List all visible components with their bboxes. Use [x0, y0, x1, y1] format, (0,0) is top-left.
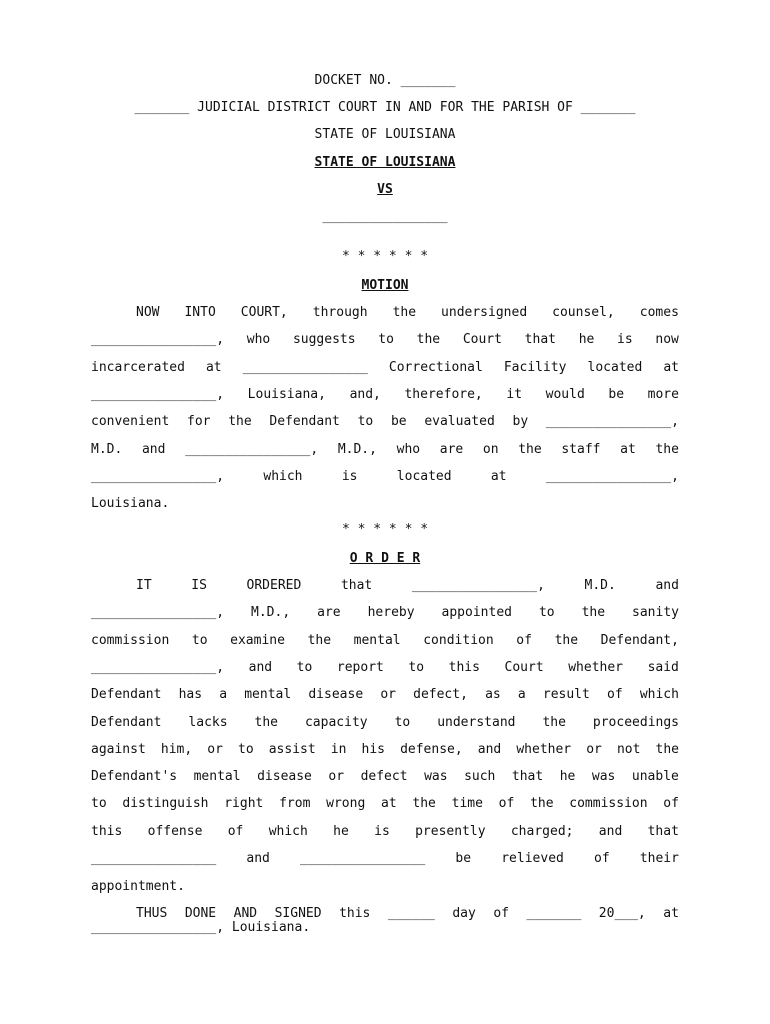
word: at — [490, 468, 507, 484]
order-heading: O R D E R — [349, 551, 421, 566]
text-line — [91, 469, 679, 484]
word: Louisiana, — [247, 386, 326, 402]
word: the — [307, 632, 332, 648]
word: mental — [353, 632, 401, 648]
word: presently — [415, 823, 486, 839]
word: be — [390, 414, 407, 430]
word: Court — [504, 659, 544, 675]
word: is — [341, 468, 358, 484]
word: the — [581, 605, 606, 621]
word: of — [227, 823, 244, 839]
word: Defendant — [91, 714, 162, 730]
word: SIGNED — [274, 906, 322, 921]
word: that — [511, 769, 544, 785]
motion-heading: MOTION — [361, 278, 409, 293]
word: and — [248, 659, 273, 675]
word: to — [238, 741, 254, 757]
word: that — [647, 823, 679, 839]
word: located — [587, 359, 643, 375]
word: the — [655, 441, 679, 457]
plaintiff-name: STATE OF LOUISIANA — [314, 155, 456, 170]
word: who — [396, 441, 421, 457]
word: Correctional — [388, 359, 483, 375]
word: of — [516, 632, 532, 648]
word: against — [91, 741, 146, 757]
text-line — [91, 715, 679, 730]
word: and — [655, 578, 679, 593]
word: hereby — [367, 605, 415, 621]
text-line — [91, 824, 679, 839]
word: was — [591, 769, 616, 785]
text-line — [91, 605, 679, 620]
motion-last-line: Louisiana. — [91, 496, 170, 511]
text-line — [91, 332, 679, 347]
word: through — [312, 305, 368, 320]
word: a — [517, 687, 526, 703]
word: ________________, — [91, 468, 225, 484]
word: the — [254, 714, 279, 730]
text-line — [136, 305, 679, 320]
word: disease — [257, 769, 312, 785]
word: who — [246, 332, 271, 348]
word: result — [542, 687, 590, 703]
word: the — [228, 414, 252, 430]
word: is — [617, 332, 633, 348]
text-line — [136, 906, 679, 921]
word: the — [412, 796, 436, 812]
word: are — [317, 605, 341, 621]
word: condition — [423, 632, 494, 648]
word: to — [538, 605, 555, 621]
word: this — [91, 823, 123, 839]
word: Defendant — [269, 414, 340, 430]
text-line — [91, 851, 679, 866]
word: of — [594, 851, 610, 866]
word: time — [451, 796, 483, 812]
word: from — [279, 796, 311, 812]
word: M.D. — [584, 578, 616, 593]
word: incarcerated — [91, 359, 185, 375]
word: undersigned — [441, 305, 528, 320]
word: by — [512, 414, 529, 430]
word: for — [187, 414, 211, 430]
word: at — [663, 906, 679, 921]
word: Defendant's — [91, 769, 178, 785]
word: disease — [308, 687, 364, 703]
word: NOW — [136, 305, 160, 320]
word: now — [655, 332, 679, 348]
word: lacks — [188, 714, 228, 730]
word: to — [296, 659, 313, 675]
word: to — [394, 714, 411, 730]
word: examine — [230, 632, 285, 648]
word: unable — [631, 769, 679, 785]
word: proceedings — [592, 714, 679, 730]
word: M.D. — [91, 441, 123, 457]
word: AND — [233, 906, 258, 921]
word: convenient — [91, 414, 170, 430]
word: which — [268, 823, 308, 839]
word: the — [542, 714, 566, 730]
word: ________________ — [300, 851, 426, 866]
word: mental — [193, 769, 241, 785]
word: to — [378, 332, 394, 348]
word: ORDERED — [246, 578, 302, 593]
versus-label: VS — [377, 182, 393, 197]
word: the — [416, 332, 441, 348]
word: therefore, — [404, 386, 483, 402]
text-line — [91, 442, 679, 457]
docket-number: DOCKET NO. _______ — [314, 73, 456, 88]
word: at — [381, 796, 397, 812]
word: the — [655, 741, 679, 757]
text-line — [91, 360, 679, 375]
word: defense, — [400, 741, 463, 757]
word: staff — [561, 441, 601, 457]
word: their — [639, 851, 679, 866]
text-line — [91, 742, 679, 757]
word: sanity — [632, 605, 679, 621]
word: him, — [160, 741, 193, 757]
word: whether — [516, 741, 572, 757]
word: this — [448, 659, 480, 675]
word: he — [578, 332, 595, 348]
defendant-blank: ________________ — [322, 209, 448, 224]
word: capacity — [304, 714, 368, 730]
word: 20___, — [598, 906, 646, 921]
word: are — [439, 441, 464, 457]
word: INTO — [184, 305, 216, 320]
word: Defendant — [91, 687, 162, 703]
word: ________________ — [91, 851, 217, 866]
word: ________________, — [91, 386, 225, 402]
word: was — [424, 769, 448, 785]
word: defect, — [413, 687, 468, 703]
word: he — [559, 769, 576, 785]
word: assist — [268, 741, 316, 757]
word: appointed — [441, 605, 512, 621]
word: as — [485, 687, 501, 703]
word: on — [482, 441, 499, 457]
word: the — [530, 796, 554, 812]
state-line: STATE OF LOUISIANA — [314, 127, 456, 142]
word: of — [607, 687, 623, 703]
word: or — [380, 687, 396, 703]
word: THUS — [136, 906, 168, 921]
text-line — [91, 660, 679, 675]
word: understand — [437, 714, 516, 730]
word: COURT, — [240, 305, 288, 320]
word: and — [598, 823, 623, 839]
word: IT — [136, 578, 152, 593]
word: at — [620, 441, 636, 457]
word: or — [328, 769, 345, 785]
word: to — [91, 796, 107, 812]
word: Defendant, — [600, 632, 679, 648]
word: comes — [639, 305, 679, 320]
word: M.D., — [251, 605, 291, 621]
word: his — [361, 741, 385, 757]
word: commission — [91, 632, 170, 648]
word: ________________, — [91, 332, 225, 348]
word: right — [224, 796, 264, 812]
word: at — [663, 359, 679, 375]
word: which — [263, 468, 303, 484]
word: Facility — [503, 359, 567, 375]
word: charged; — [510, 823, 574, 839]
word: said — [647, 659, 679, 675]
court-name: _______ JUDICIAL DISTRICT COURT IN AND FOR THE PARISH OF _______ — [134, 100, 636, 115]
word: and, — [349, 386, 381, 402]
word: ________________, — [545, 468, 679, 484]
word: has — [178, 687, 203, 703]
word: the — [392, 305, 417, 320]
word: more — [647, 386, 679, 402]
text-line — [91, 687, 679, 702]
word: ________________, — [91, 605, 225, 621]
word: he — [333, 823, 349, 839]
word: distinguish — [122, 796, 209, 812]
word: wrong — [326, 796, 366, 812]
word: the — [554, 632, 579, 648]
word: ______ — [387, 906, 435, 921]
word: IS — [191, 578, 207, 593]
word: M.D., — [337, 441, 377, 457]
word: defect — [360, 769, 408, 785]
word: ________________, — [185, 441, 319, 457]
word: ________________, — [545, 414, 679, 430]
word: or — [207, 741, 223, 757]
word: that — [340, 578, 373, 593]
word: be — [608, 386, 625, 402]
word: would — [545, 386, 585, 402]
text-line — [91, 414, 679, 429]
word: a — [219, 687, 228, 703]
word: to — [191, 632, 208, 648]
word: offense — [147, 823, 203, 839]
word: ________________, — [411, 578, 545, 593]
word: not — [616, 741, 641, 757]
word: is — [374, 823, 390, 839]
word: be — [455, 851, 472, 866]
word: of — [663, 796, 679, 812]
word: to — [357, 414, 374, 430]
word: commission — [569, 796, 648, 812]
separator-stars: * * * * * * — [341, 522, 429, 537]
text-line — [91, 633, 679, 648]
word: it — [506, 386, 523, 402]
word: suggests — [292, 332, 356, 348]
word: whether — [568, 659, 624, 675]
word: or — [586, 741, 602, 757]
word: located — [396, 468, 452, 484]
word: and — [141, 441, 166, 457]
word: and — [246, 851, 270, 866]
word: day — [452, 906, 476, 921]
signed-last-line: ________________, Louisiana. — [91, 920, 311, 935]
word: mental — [244, 687, 292, 703]
text-line — [136, 578, 679, 593]
word: relieved — [501, 851, 564, 866]
word: of — [493, 906, 509, 921]
word: evaluated — [424, 414, 495, 430]
separator-stars: * * * * * * — [341, 249, 429, 264]
word: counsel, — [552, 305, 615, 320]
word: at — [205, 359, 222, 375]
word: ________________, — [91, 659, 225, 675]
word: report — [336, 659, 384, 675]
word: and — [477, 741, 502, 757]
word: DONE — [184, 906, 217, 921]
text-line — [91, 796, 679, 811]
word: this — [339, 906, 371, 921]
word: Court — [462, 332, 502, 348]
text-line — [91, 769, 679, 784]
word: in — [330, 741, 347, 757]
word: which — [639, 687, 679, 703]
word: _______ — [526, 906, 582, 921]
text-line — [91, 387, 679, 402]
word: ________________ — [242, 359, 368, 375]
order-last-line: appointment. — [91, 879, 185, 894]
word: to — [408, 659, 425, 675]
word: of — [498, 796, 515, 812]
word: such — [464, 769, 496, 785]
word: that — [524, 332, 556, 348]
word: the — [518, 441, 542, 457]
